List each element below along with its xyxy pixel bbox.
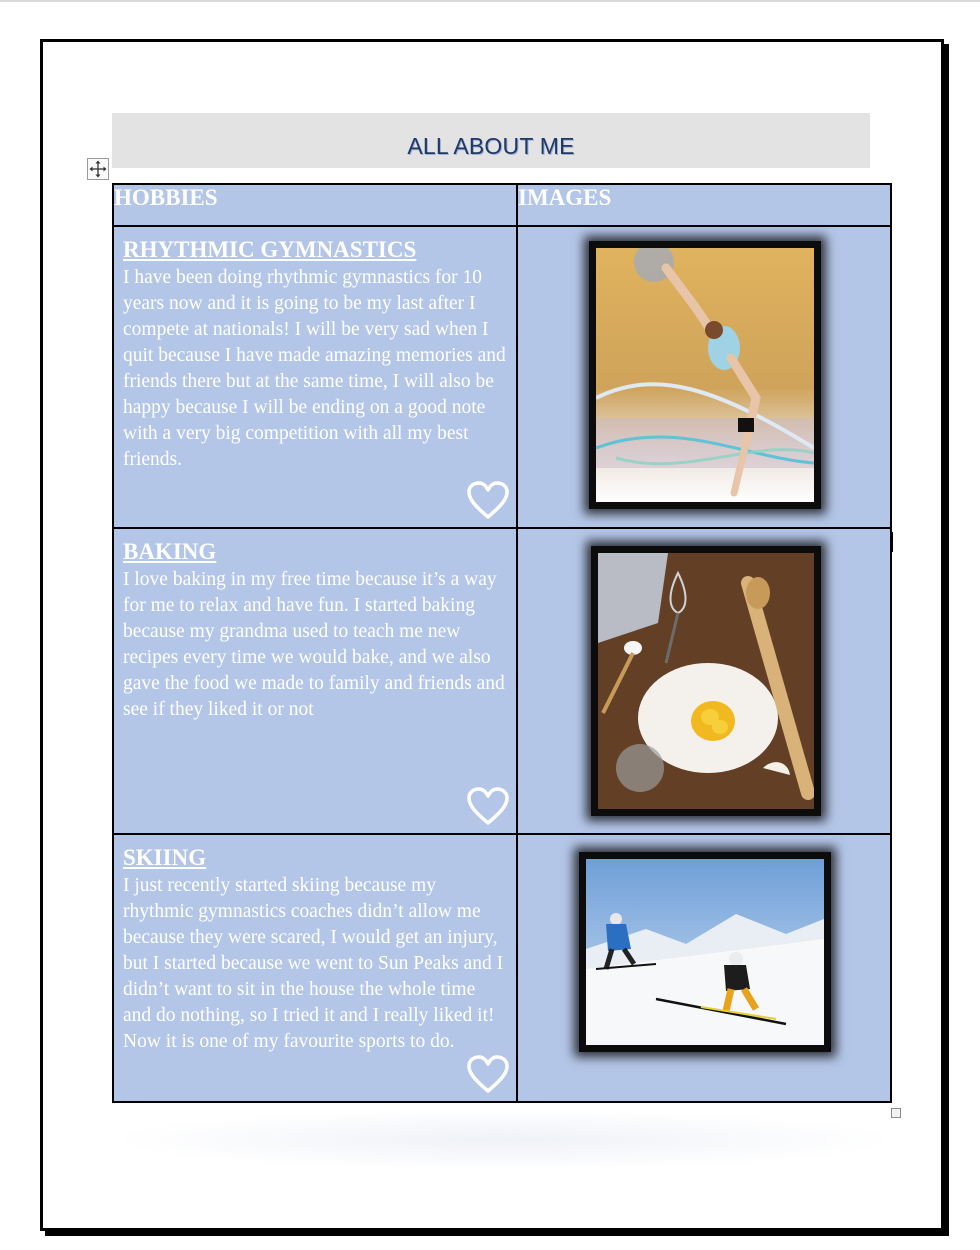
table-row xyxy=(113,834,891,1102)
title-band xyxy=(112,113,870,168)
hobby-cell[interactable] xyxy=(113,528,517,834)
hobbies-table xyxy=(112,183,892,1103)
image-cell[interactable] xyxy=(517,528,891,834)
table-row xyxy=(113,528,891,834)
image-cell[interactable] xyxy=(517,226,891,528)
hobby-cell[interactable] xyxy=(113,226,517,528)
background-smudge xyxy=(110,1110,900,1170)
hobby-description: I just recently started skiing because my rhythmic gymnastics coaches didn’t allow me because they were scared, I would get an injury, but I started because we went to Sun Peaks and I didn’t want to sit in the house the whole time and do nothing, so I tried it and I really liked it! Now it is one of my favourite sports to do. xyxy=(123,875,504,1052)
hobby-description: I love baking in my free time because it’s a way for me to relax and have fun. I started baking because my grandma used to teach me new recipes every time we would bake, and we also gave the food we made to family and friends and see if they liked it or not xyxy=(123,569,505,720)
heart-icon xyxy=(466,787,510,827)
rhythmic-gymnastics-photo xyxy=(589,241,821,509)
table-header-row xyxy=(113,184,891,226)
image-cell[interactable] xyxy=(517,834,891,1102)
hobby-title: SKIING xyxy=(123,845,207,870)
window-top-rule xyxy=(0,0,980,2)
column-header-images: IMAGES xyxy=(517,184,891,226)
heart-icon xyxy=(466,1055,510,1095)
hobby-cell[interactable] xyxy=(113,834,517,1102)
skiing-photo xyxy=(579,852,831,1052)
hobby-description: I have been doing rhythmic gymnastics for 10 years now and it is going to be my last after I compete at nationals! I will be very sad when I quit because I have made amazing memories and friends there but at the same time, I will also be happy because I will be ending on a good note with a very big competition with all my best friends. xyxy=(123,267,506,470)
heart-icon xyxy=(466,481,510,521)
hobby-title: RHYTHMIC GYMNASTICS xyxy=(123,237,417,262)
text-cursor xyxy=(891,532,893,552)
column-header-hobbies: HOBBIES xyxy=(113,184,517,226)
hobby-title: BAKING xyxy=(123,539,217,564)
baking-photo xyxy=(591,546,821,816)
table-row xyxy=(113,226,891,528)
page-title: ALL ABOUT ME xyxy=(407,133,575,159)
table-move-handle-icon[interactable] xyxy=(87,158,109,180)
